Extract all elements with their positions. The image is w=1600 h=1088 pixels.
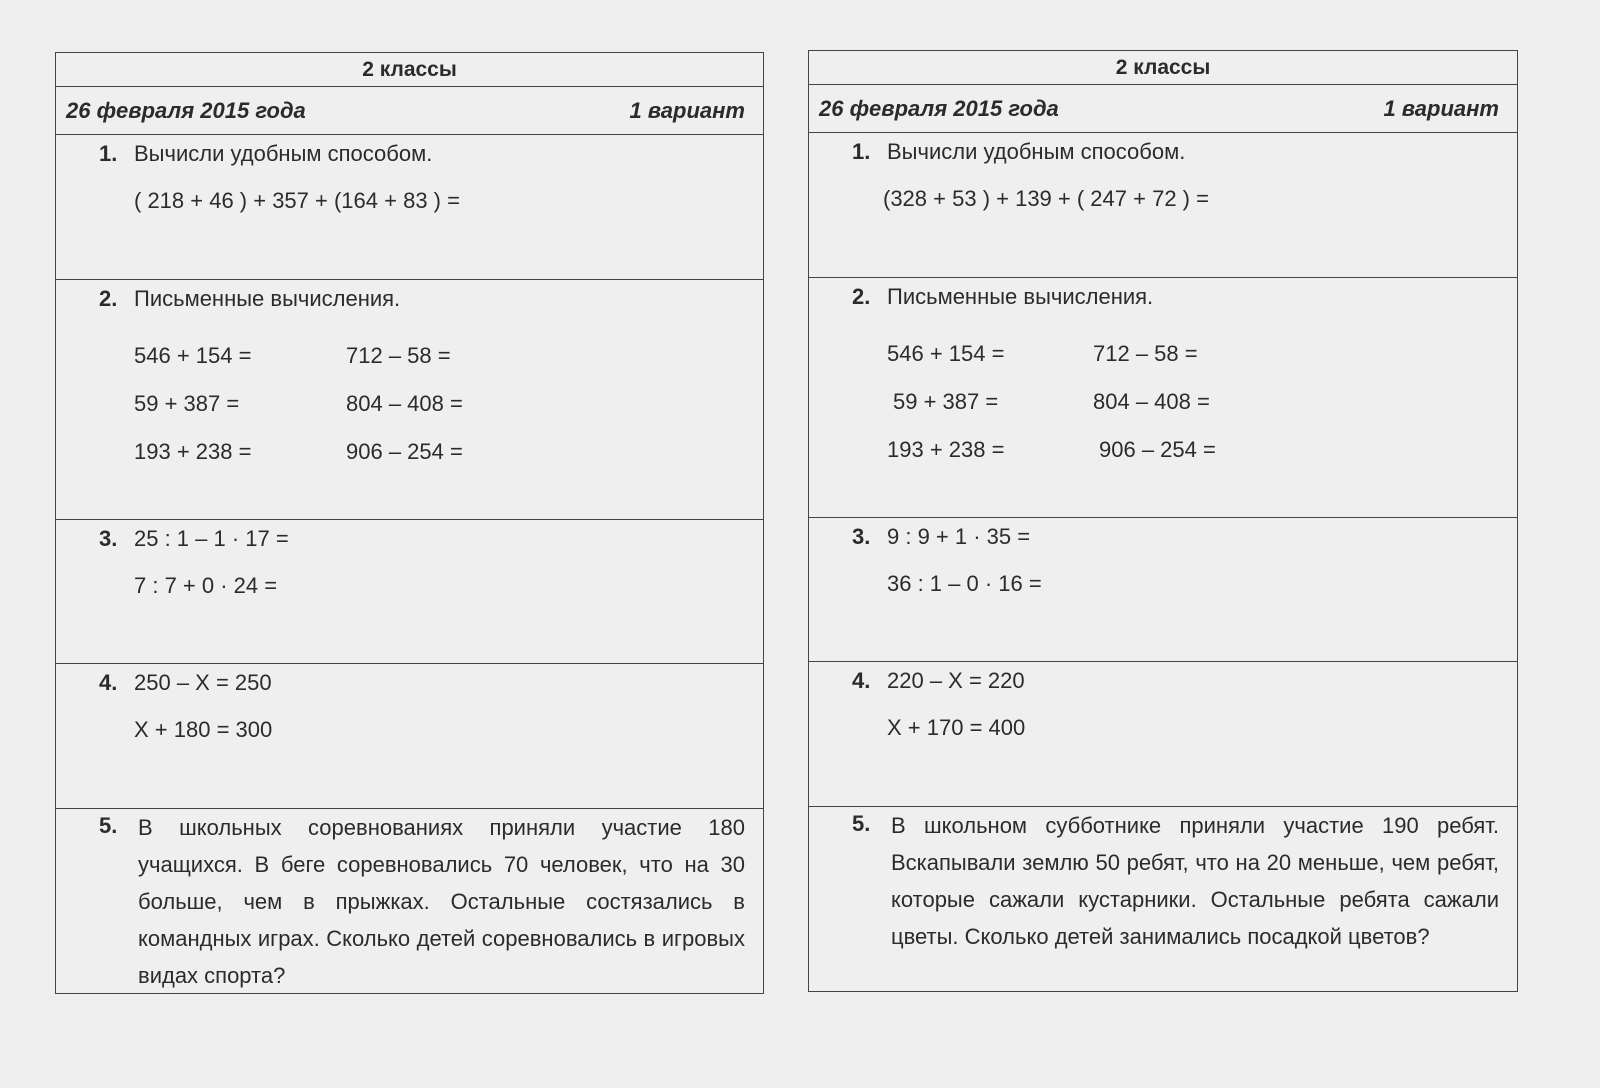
- task-3: [56, 520, 763, 664]
- task-expression: (328 + 53 ) + 139 + ( 247 + 72 ) =: [883, 186, 1209, 211]
- task-instruction: Вычисли удобным способом.: [134, 141, 433, 166]
- class-title: 2 классы: [56, 53, 763, 87]
- calc-row: [134, 428, 463, 476]
- variant-label: 1 вариант: [1383, 95, 1499, 121]
- worksheet-left: [55, 52, 764, 994]
- calc-row: [134, 332, 463, 380]
- date-row: [809, 85, 1517, 133]
- calc-expression: 906 – 254 =: [346, 439, 463, 464]
- word-problem-text: В школьных соревнованиях приняли участие 180 учащихся. В беге соревновались 70 человек, что на 30 больше, чем в прыжках. Остальные состязались в командных играх. Сколько детей соревновались в игровых видах спорта?: [138, 815, 745, 988]
- task-2: [56, 280, 763, 520]
- task-number: 1.: [99, 141, 118, 166]
- test-date: 26 февраля 2015 года: [66, 97, 306, 123]
- task-1: [56, 135, 763, 280]
- calc-expression: 712 – 58 =: [346, 343, 451, 368]
- calc-expression: 804 – 408 =: [346, 391, 463, 416]
- task-expression: 9 : 9 + 1 · 35 =: [887, 524, 1031, 549]
- calc-expression: 546 + 154 =: [887, 341, 1005, 366]
- task-number: 2.: [852, 284, 871, 309]
- task-equation: 220 – Х = 220: [887, 668, 1025, 693]
- task-3: [809, 518, 1517, 662]
- task-4: [809, 662, 1517, 807]
- task-number: 1.: [852, 139, 871, 164]
- task-number: 3.: [99, 526, 118, 551]
- calc-row: [887, 426, 1216, 474]
- class-title: 2 классы: [809, 51, 1517, 85]
- calc-row: [887, 330, 1216, 378]
- calc-expression: 546 + 154 =: [134, 343, 252, 368]
- calc-expression: 712 – 58 =: [1093, 341, 1198, 366]
- task-number: 3.: [852, 524, 871, 549]
- task-instruction: Вычисли удобным способом.: [887, 139, 1186, 164]
- task-instruction: Письменные вычисления.: [887, 284, 1154, 309]
- task-expression: ( 218 + 46 ) + 357 + (164 + 83 ) =: [134, 188, 460, 213]
- task-number: 5.: [99, 813, 118, 838]
- test-date: 26 февраля 2015 года: [819, 95, 1059, 121]
- task-number: 4.: [99, 670, 118, 695]
- task-equation: Х + 180 = 300: [134, 717, 273, 742]
- task-number: 2.: [99, 286, 118, 311]
- task-number: 4.: [852, 668, 871, 693]
- calculation-grid: [887, 330, 1216, 474]
- variant-label: 1 вариант: [629, 97, 745, 123]
- calc-expression: 59 + 387 =: [893, 389, 999, 414]
- date-row: [56, 87, 763, 135]
- calc-row: [134, 380, 463, 428]
- task-4: [56, 664, 763, 809]
- calc-expression: 193 + 238 =: [134, 439, 252, 464]
- task-2: [809, 278, 1517, 518]
- task-1: [809, 133, 1517, 278]
- task-expression: 25 : 1 – 1 · 17 =: [134, 526, 289, 551]
- calc-expression: 193 + 238 =: [887, 437, 1005, 462]
- calc-row: [887, 378, 1216, 426]
- calc-expression: 906 – 254 =: [1099, 437, 1216, 462]
- task-number: 5.: [852, 811, 871, 836]
- calc-expression: 804 – 408 =: [1093, 389, 1210, 414]
- task-5: [56, 809, 763, 994]
- task-5: [809, 807, 1517, 992]
- calculation-grid: [134, 332, 463, 476]
- word-problem-text: В школьном субботнике приняли участие 190 ребят. Вскапывали землю 50 ребят, что на 20 меньше, чем ребят, которые сажали кустарники. Остальные ребята сажали цветы. Сколько детей занимались посадкой цветов?: [891, 813, 1499, 949]
- task-instruction: Письменные вычисления.: [134, 286, 401, 311]
- task-equation: Х + 170 = 400: [887, 715, 1026, 740]
- task-expression: 7 : 7 + 0 · 24 =: [134, 573, 278, 598]
- worksheet-right: [808, 50, 1518, 992]
- task-equation: 250 – Х = 250: [134, 670, 272, 695]
- task-expression: 36 : 1 – 0 · 16 =: [887, 571, 1042, 596]
- calc-expression: 59 + 387 =: [134, 391, 240, 416]
